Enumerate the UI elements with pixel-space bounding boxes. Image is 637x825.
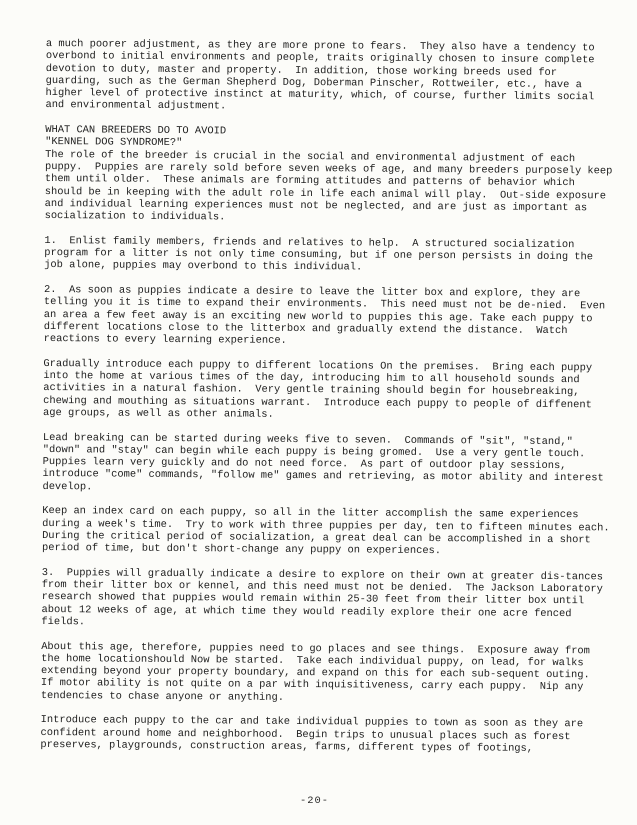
paragraph: The role of the breeder is crucial in the social and environmental adjustment of each puppy. Puppies are rarely sold before seven weeks of age, and many breeders purposely keep them until older. These animals are forming attitudes and patterns of behavior which should be in keeping with the adult role in life each animal will play. Out-side exposure and individual learning experiences must not be neglected, and are just as important as socialization to individuals. (44, 148, 619, 224)
paragraph: Lead breaking can be started during weeks five to seven. Commands of "sit", "stand," "down" and "stay" can begin while each puppy is being gromed. Use a very gentle touch. Puppies learn very guickly and do not need force. As part of outdoor play sessions, introduce "come" commands, "follow me" games and retrieving, as motor ability and interest develop. (42, 431, 611, 494)
paragraph: a much poorer adjustment, as they are more prone to fears. They also have a tendency to overbond to initial environments and people, traits originally chosen to insure complete devotion to duty, master and property. In addition, those working breeds used for guarding, such as the German Shepherd Dog, Doberman Pinscher, Rottweiler, etc., have a higher level of protective instinct at maturity, which, of course, further limits social and environmental adjustment. (45, 38, 601, 113)
paragraph: Keep an index card on each puppy, so all in the litter accomplish the same experiences during a week's time. Try to work with three puppies per day, ten to fifteen minutes each. During the critical period of socialization, a great deal can be accomplished in a short period of time, but don't short-change any puppy on experiences. (41, 505, 623, 558)
section-heading-line-2: "KENNEL DOG SYNDROME?" (45, 136, 183, 150)
document-body (40, 38, 623, 768)
list-item-2: 2. As soon as puppies indicate a desire to leave the litter box and explore, they are telling you it is time to expand their environments. This need must not be de-nied. Even an area a few feet away is an exciting new world to puppies this age. Take each puppy to different locations close to the litterbox and gradually extend the distance. Watch reactions to every learning experience. (43, 283, 612, 348)
paragraph: Gradually introduce each puppy to different locations On the premises. Bring each puppy into the home at various times of the day, introducing him to all household sounds and activities in a natural fashion. Very gentle training should begin for housebreaking, chewing and mouthing as situations warrant. Introduce each puppy to people of diffenent age groups, as well as other animals. (43, 357, 599, 421)
list-item-1: 1. Enlist family members, friends and relatives to help. A structured socialization program for a litter is not only time consuming, but if one person persists in doing the job alone, puppies may overbond to this individual. (44, 234, 600, 274)
list-item-3: 3. Puppies will gradually indicate a desire to explore on their own at greater dis-tances from their litter box or kennel, and this need must not be denied. The Jackson Laboratory research showed that puppies would remain within 25-30 feet from their litter box until about 12 weeks of age, at which time they would readily explore their one acre fenced fields. (41, 566, 610, 629)
paragraph: Introduce each puppy to the car and take individual puppies to town as soon as they are confident around home and neighborhood. Begin trips to unusual places such as forest preserves, playgrounds, construction areas, farms, different types of footings, (40, 714, 590, 755)
page-number: -20- (300, 795, 329, 807)
paragraph: About this age, therefore, puppies need to go places and see things. Exposure away from the home locationshould Now be started. Take each individual puppy, on lead, for walks extending beyond your property boundary, and expand on this for each sub-sequent outing. If motor ability is not quite on a par with inquisitiveness, carry each puppy. Nip any tendencies to chase anyone or anything. (40, 640, 603, 704)
section-heading-line-1: WHAT CAN BREEDERS DO TO AVOID (45, 124, 227, 138)
